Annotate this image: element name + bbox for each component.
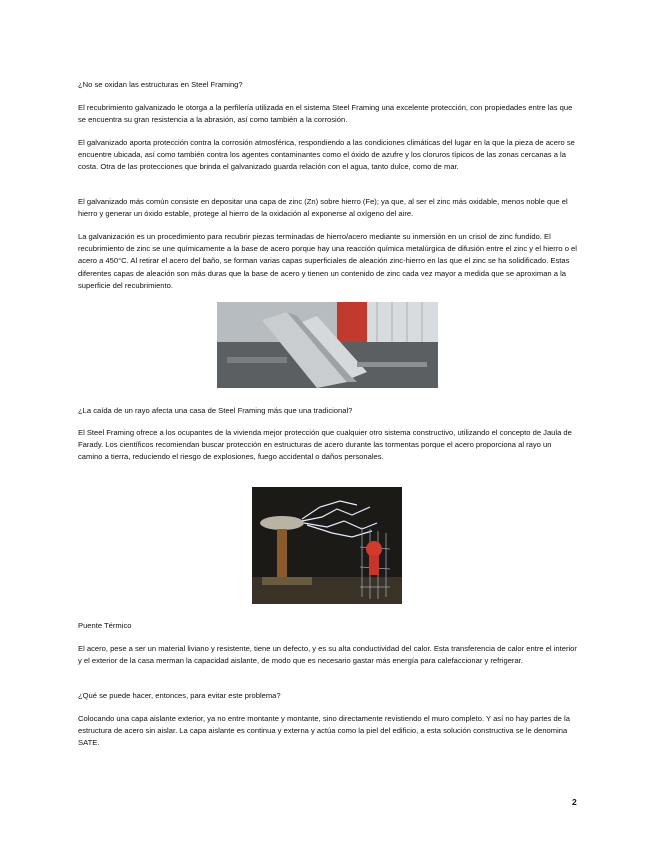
paragraph-faraday-cage: El Steel Framing ofrece a los ocupantes de la vivienda mejor protección que cualquier otro sistema constructivo, utilizando el concepto de Jaula de Farady. Los científicos recomiendan buscar protección en estructuras de acero durante las tormentas porque el acero proporciona al rayo un camino a tierra, reduciendo el riesgo de explosiones, fuego accidental o daños personales. bbox=[78, 428, 572, 462]
paragraph-sate-solution: Colocando una capa aislante exterior, ya no entre montante y montante, sino directamente revistiendo el muro completo. Y así no hay partes de la estructura de acero sin aislar. La capa aislante es continua y externa y actúa como la piel del edificio, a esta solución constructiva se le denomina SATE. bbox=[78, 714, 570, 748]
paragraph-galvanized-coating: El recubrimiento galvanizado le otorga a la perfilería utilizada en el sistema Steel Framing una excelente protección, con propiedades entre las que se encuentra su gran resistencia a la abrasión, así como también a la corrosión. bbox=[78, 103, 573, 125]
paragraph-thermal-conductivity: El acero, pese a ser un material liviano y resistente, tiene un defecto, y es su alta conductividad del calor. Esta transferencia de calor entre el interior y el exterior de la casa merman la capacidad aislante, de modo que es necesario gastar más energía para calefaccionar y refrigerar. bbox=[78, 644, 577, 666]
faraday-cage-photo bbox=[252, 487, 402, 604]
question-oxidation: ¿No se oxidan las estructuras en Steel Framing? bbox=[78, 80, 243, 89]
paragraph-galvanization-process: La galvanización es un procedimiento para recubrir piezas terminadas de hierro/acero mediante su inmersión en un crisol de zinc fundido. El recubrimiento de zinc se une químicamente a la base de acero porque hay una reacción química metalúrgica de difusión entre el zinc y el hierro o el acero a 450°C. Al retirar el acero del baño, se forman varias capas superficiales de aleación zinc-hierro en las que el zinc se ha solidificado. Estas diferentes capas de aleación son más duras que la base de acero y tienen un contenido de zinc cada vez mayor a medida que se aproximan a la superficie del recubrimiento. bbox=[78, 232, 577, 290]
paragraph-corrosion-protection: El galvanizado aporta protección contra la corrosión atmosférica, respondiendo a las condiciones climáticas del lugar en la que la pieza de acero se encuentre ubicada, así como también contra los agentes contaminantes como el óxido de azufre y los cloruros típicos de las zonas cercanas a la costa. Otra de las protecciones que brinda el galvanizado guarda relación con el agua, tanto dulce, como de mar. bbox=[78, 138, 575, 172]
paragraph-zinc-layer: El galvanizado más común consiste en depositar una capa de zinc (Zn) sobre hierro (Fe); ya que, al ser el zinc más oxidable, menos noble que el hierro y generar un óxido estable, protege al hierro de la oxidación al exponerse al oxígeno del aire. bbox=[78, 197, 568, 219]
page-number: 2 bbox=[572, 797, 577, 807]
question-lightning: ¿La caída de un rayo afecta una casa de Steel Framing más que una tradicional? bbox=[78, 406, 353, 415]
heading-thermal-bridge: Puente Térmico bbox=[78, 621, 132, 630]
steel-frame-photo bbox=[217, 302, 438, 388]
question-solution: ¿Qué se puede hacer, entonces, para evitar este problema? bbox=[78, 691, 281, 700]
